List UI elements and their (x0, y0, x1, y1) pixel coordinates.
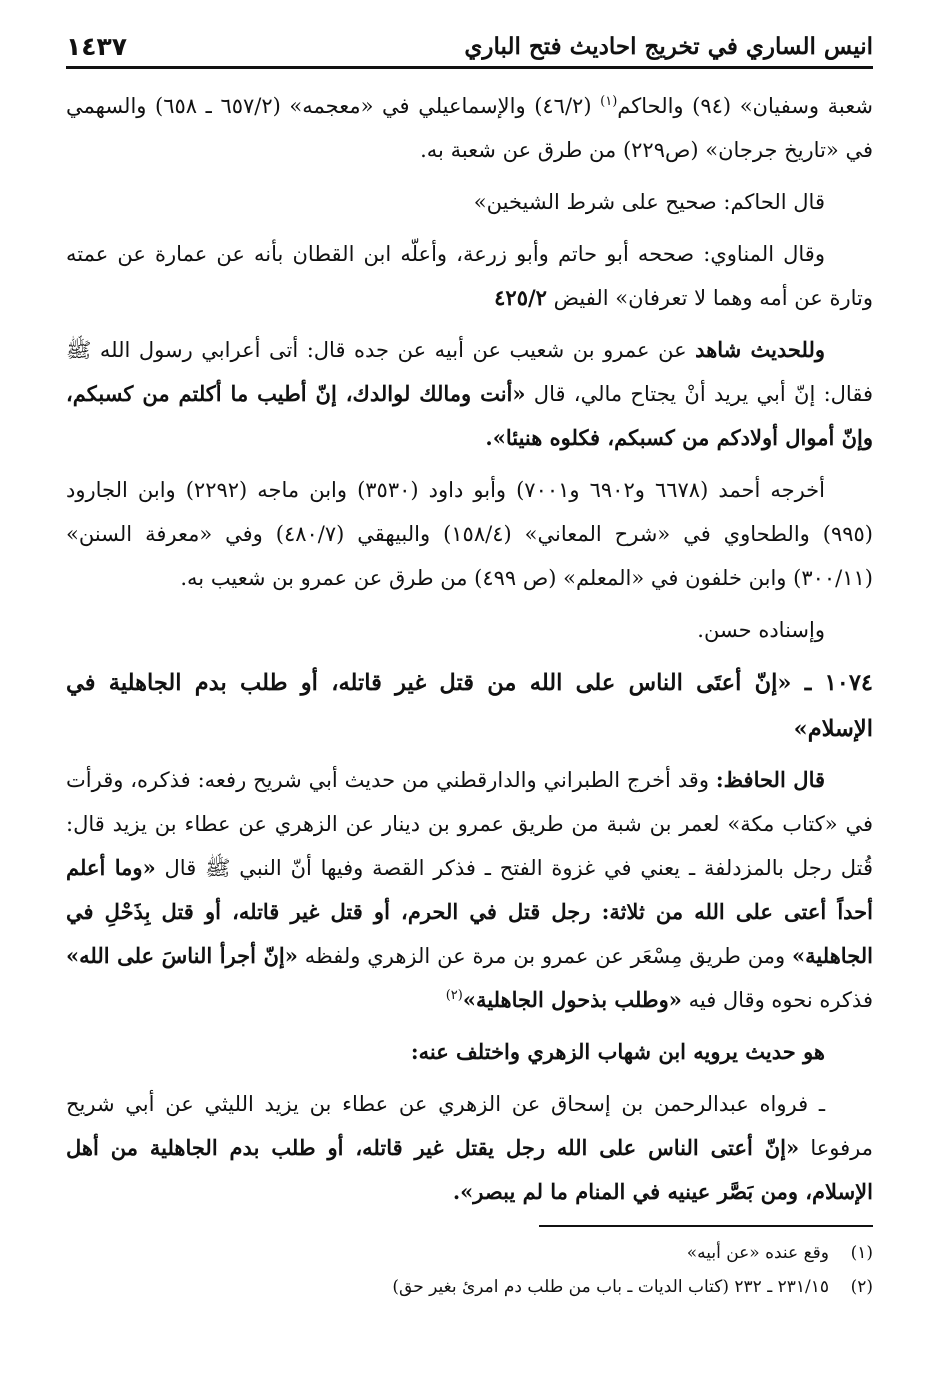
footnotes (66, 1236, 873, 1304)
running-header (66, 26, 873, 69)
p1-text-b: (٤٦/٢) والإسماعيلي في «معجمه» (٦٥٧/٢ ـ ٦٥٨) والسهمي في «تاريخ جرجان» (ص٢٢٩) من طرق عن شعبة به. (66, 94, 873, 162)
paragraph-2: قال الحاكم: صحيح على شرط الشيخين» (473, 190, 825, 214)
paragraph-4 (66, 328, 873, 460)
footnote-number: (١) (850, 1243, 873, 1263)
p4-hadith-text: «أنت ومالك لوالدك، إنّ أطيب ما أكلتم من كسبكم، وإنّ أموال أولادكم من كسبكم، فكلوه هنيئا». (66, 381, 873, 450)
footnote-2 (66, 1270, 873, 1304)
paragraph-5: أخرجه أحمد (٦٦٧٨ و٦٩٠٢ و٧٠٠١) وأبو داود (٣٥٣٠) وابن ماجه (٢٢٩٢) وابن الجارود (٩٩٥) والطحاوي في «شرح المعاني» (١٥٨/٤) والبيهقي (٤٨٠/٧) وفي «معرفة السنن» (٣٠٠/١١) وابن خلفون في «المعلم» (ص ٤٩٩) من طرق عن عمرو بن شعيب به. (66, 478, 873, 590)
p3-text: وقال المناوي: صححه أبو حاتم وأبو زرعة، وأعلّه ابن القطان بأنه عن عمارة عن عمته وتارة عن أمه وهما لا تعرفان» الفيض (66, 242, 873, 310)
p9-text: ـ فرواه عبدالرحمن بن إسحاق عن الزهري عن عطاء بن يزيد الليثي عن أبي شريح مرفوعا (66, 1092, 874, 1160)
p3-reference: ٤٢٥/٢ (494, 285, 547, 310)
footnote-ref-2: (٢) (445, 988, 463, 1003)
footnote-text: ٢٣١/١٥ ـ ٢٣٢ (كتاب الديات ـ باب من طلب دم امرئ بغير حق) (392, 1277, 829, 1297)
p4-text: عن عمرو بن شعيب عن أبيه عن جده قال: أتى أعرابي رسول الله ﷺ فقال: إنّ أبي يريد أنْ يجتاح مالي، قال (66, 338, 873, 406)
paragraph-1 (66, 84, 873, 172)
p1-text-a: شعبة وسفيان» (٩٤) والحاكم (617, 94, 873, 118)
footnote-ref-1: (١) (600, 94, 618, 109)
paragraph-8: هو حديث يرويه ابن شهاب الزهري واختلف عنه: (410, 1039, 825, 1064)
footnote-1 (66, 1236, 873, 1270)
paragraph-3 (66, 232, 873, 320)
book-title: انيس الساري في تخريج احاديث فتح الباري (464, 32, 873, 60)
p7-text-b: ومن طريق مِسْعَر عن عمرو بن مرة عن الزهري ولفظه (297, 944, 793, 968)
p7-text-c: فذكره نحوه وقال فيه (681, 988, 873, 1012)
p7-text-a: وقد أخرج الطبراني والدارقطني من حديث أبي شريح رفعه: فذكره، وقرأت في «كتاب مكة» لعمر بن شبة من طريق عمرو بن دينار عن الزهري عن عطاء بن يزيد قال: قُتل رجل بالمزدلفة ـ يعني في غزوة الفتح ـ فذكر القصة وفيها أنّ النبي ﷺ قال (66, 768, 873, 880)
p7-quote-1: «وما أعلم أحداً أعتى على الله من ثلاثة: رجل قتل في الحرم، أو قتل غير قاتله، أو قتل بِذَحْلِ في الجاهلية» (66, 855, 873, 968)
p7-quote-3: «وطلب بذحول الجاهلية» (462, 987, 682, 1012)
page-body (66, 84, 873, 1222)
p7-quote-2: «إنّ أجرأ الناسَ على الله» (66, 943, 298, 968)
footnote-text: وقع عنده «عن أبيه» (686, 1243, 829, 1263)
footnote-separator (539, 1225, 873, 1227)
p7-lead: قال الحافظ: (715, 767, 826, 792)
p9-hadith-text: «إنّ أعتى الناس على الله رجل يقتل غير قاتله، أو طلب بدم الجاهلية من أهل الإسلام، ومن بَصَّر عينيه في المنام ما لم يبصر». (66, 1135, 873, 1204)
page-number: ١٤٣٧ (66, 31, 128, 61)
paragraph-9 (66, 1082, 873, 1214)
p4-lead: وللحديث شاهد (695, 337, 825, 362)
paragraph-6: وإسناده حسن. (697, 618, 825, 642)
footnote-number: (٢) (850, 1277, 873, 1297)
paragraph-7 (66, 758, 873, 1022)
entry-heading: ١٠٧٤ ـ «إنّ أعتَى الناس على الله من قتل غير قاتله، أو طلب بدم الجاهلية في الإسلام» (66, 670, 873, 742)
